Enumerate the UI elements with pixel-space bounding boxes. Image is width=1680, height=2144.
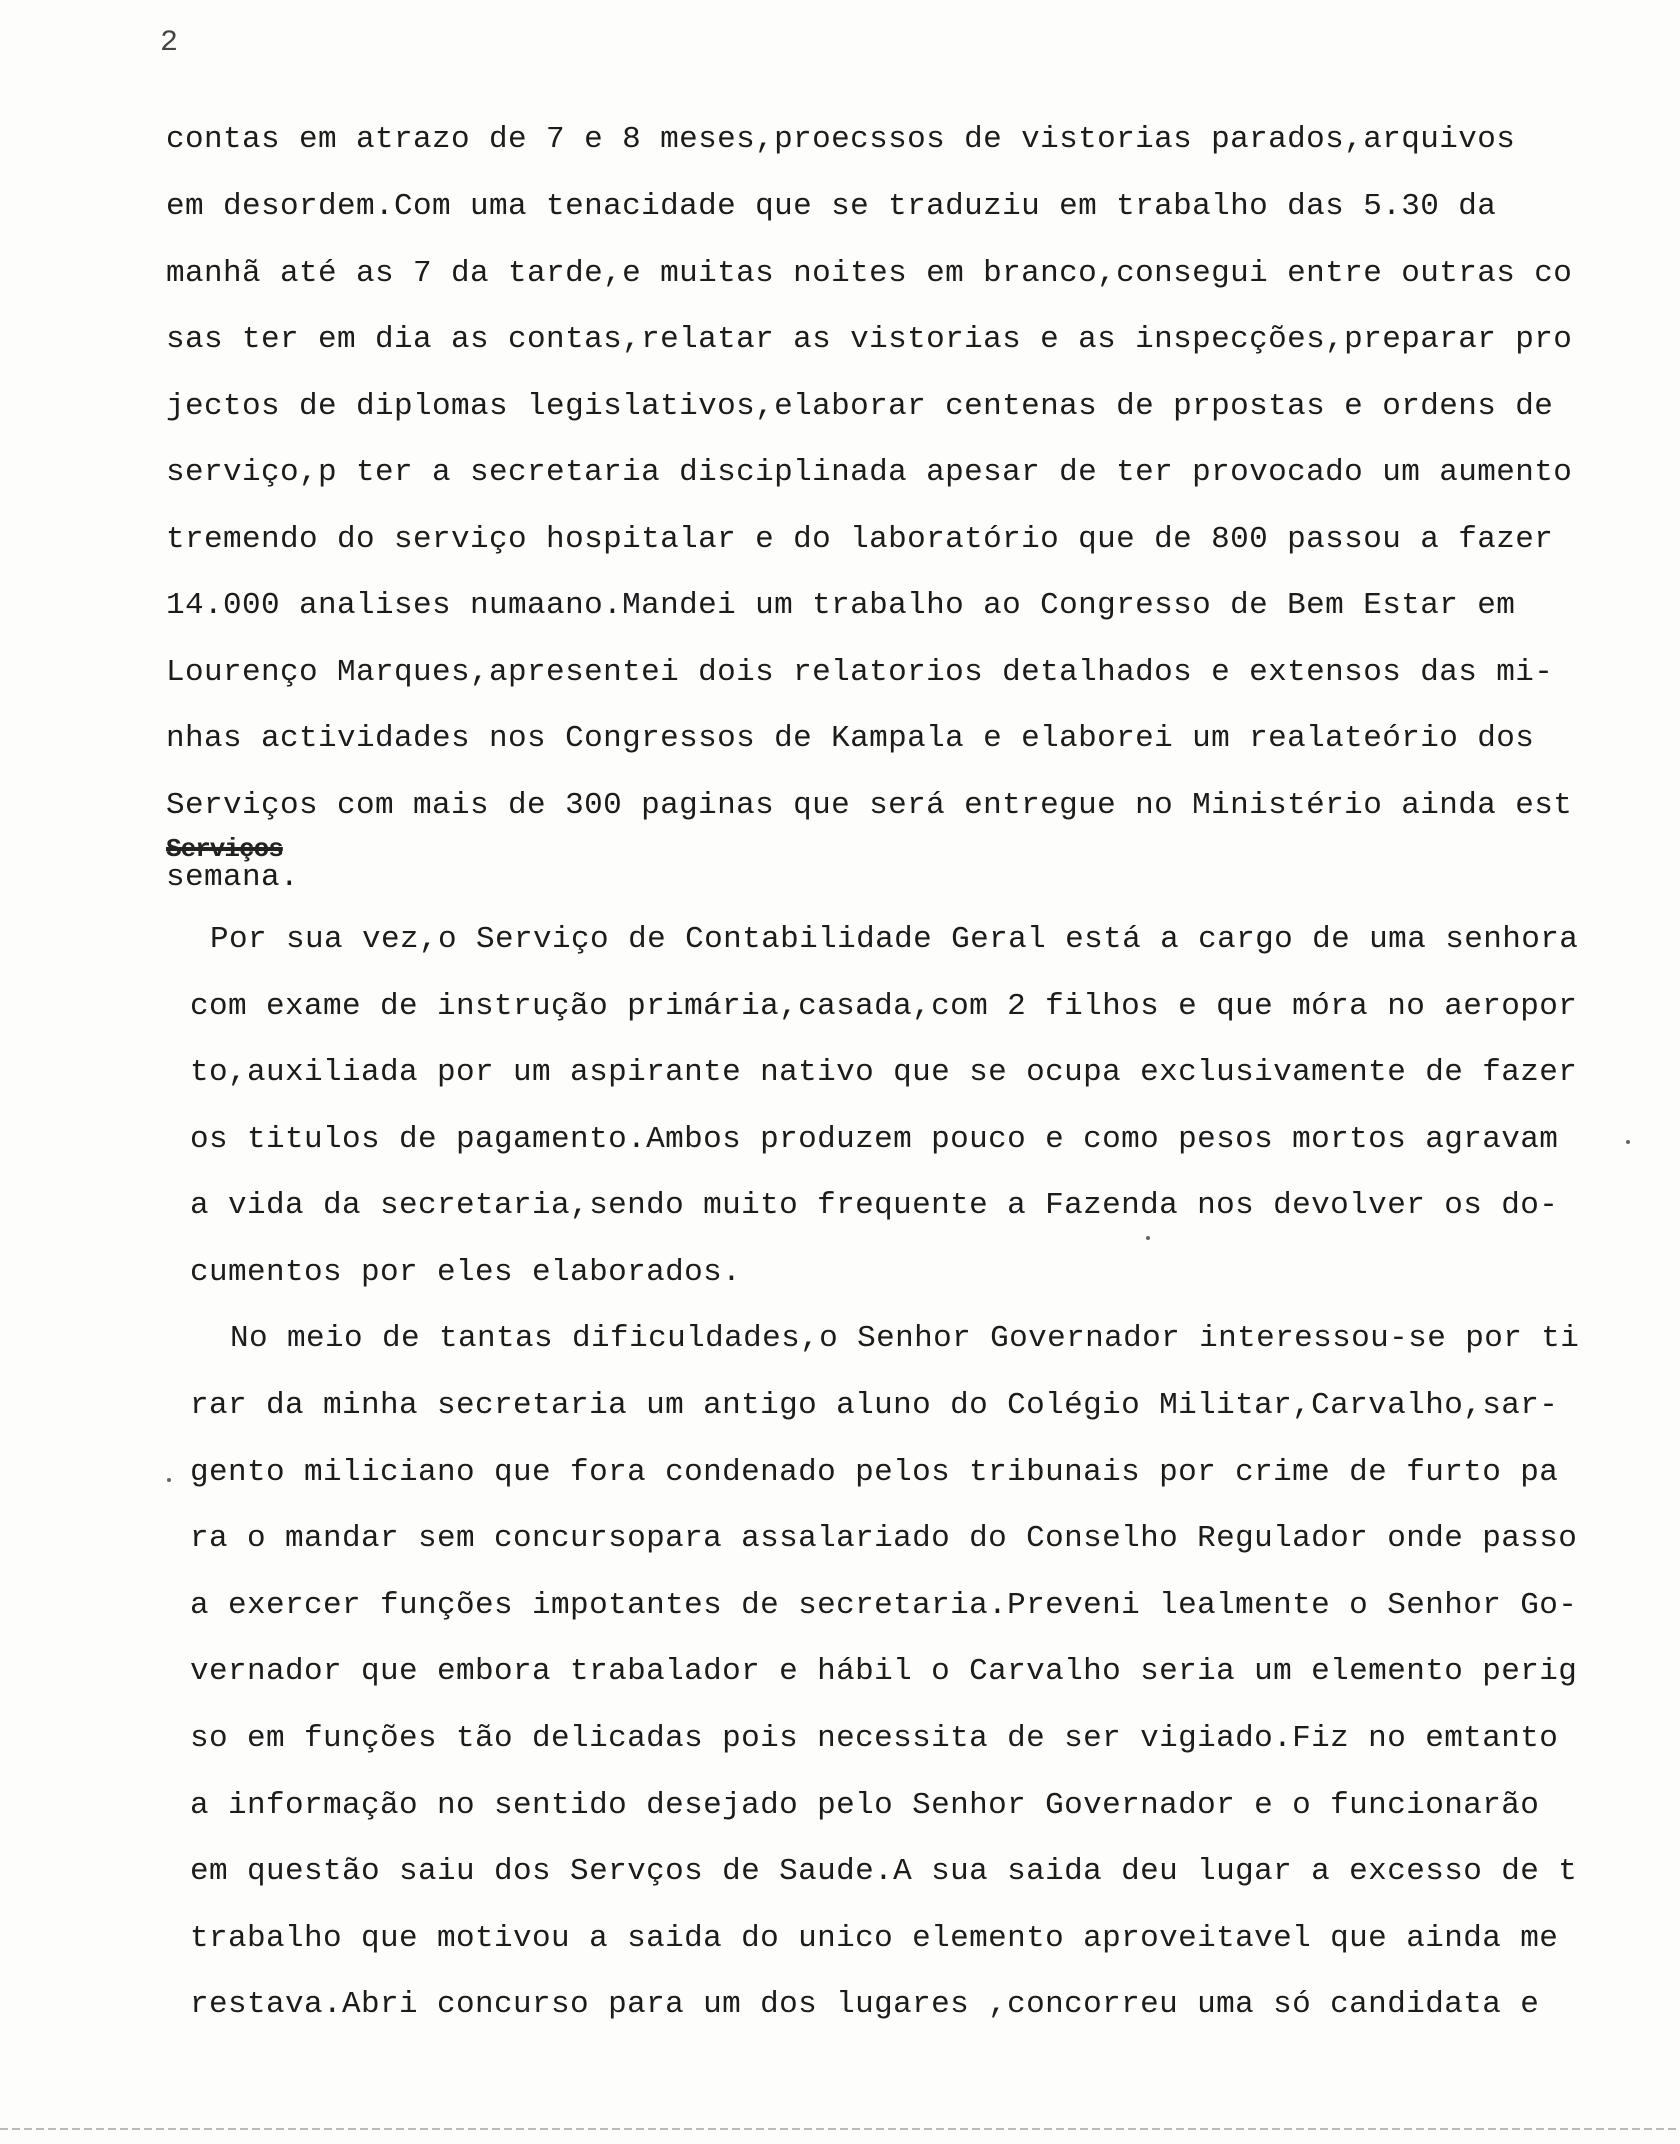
text-line: contas em atrazo de 7 e 8 meses,proecssos de vistorias parados,arquivos (166, 122, 1516, 157)
text-line: sas ter em dia as contas,relatar as vistorias e as inspecções,preparar pro (166, 322, 1573, 357)
margin-mark (1626, 1140, 1630, 1144)
text-line: ra o mandar sem concursopara assalariado do Conselho Regulador onde passo (190, 1521, 1578, 1556)
text-line: manhã até as 7 da tarde,e muitas noites em branco,consegui entre outras co (166, 256, 1573, 291)
text-line: gento miliciano que fora condenado pelos tribunais por crime de furto pa (190, 1455, 1559, 1490)
text-line: semana. (166, 860, 300, 895)
text-line: cumentos por eles elaborados. (190, 1255, 742, 1290)
text-line: 14.000 analises numaano.Mandei um trabalho ao Congresso de Bem Estar em (166, 588, 1516, 623)
text-line: so em funções tão delicadas pois necessita de ser vigiado.Fiz no emtanto (190, 1721, 1559, 1756)
text-line: vernador que embora trabalador e hábil o Carvalho seria um elemento perig (190, 1654, 1578, 1689)
text-line: Por sua vez,o Serviço de Contabilidade Geral está a cargo de uma senhora (210, 922, 1579, 957)
text-line: trabalho que motivou a saida do unico elemento aproveitavel que ainda me (190, 1921, 1559, 1956)
text-line: em questão saiu dos Servços de Saude.A sua saida deu lugar a excesso de t (190, 1854, 1578, 1889)
text-line: restava.Abri concurso para um dos lugares ,concorreu uma só candidata e (190, 1987, 1540, 2022)
text-line: No meio de tantas dificuldades,o Senhor Governador interessou-se por ti (230, 1321, 1580, 1356)
text-line: com exame de instrução primária,casada,com 2 filhos e que móra no aeropor (190, 989, 1578, 1024)
text-line: Serviços com mais de 300 paginas que será entregue no Ministério ainda est (166, 788, 1573, 823)
struck-out-word: Serviços (166, 834, 283, 864)
margin-mark (167, 1478, 171, 1482)
text-line: a vida da secretaria,sendo muito frequente a Fazenda nos devolver os do- (190, 1188, 1559, 1223)
page-bottom-edge (0, 2128, 1680, 2130)
text-line: jectos de diplomas legislativos,elaborar centenas de prpostas e ordens de (166, 389, 1554, 424)
text-line: em desordem.Com uma tenacidade que se traduziu em trabalho das 5.30 da (166, 189, 1497, 224)
margin-mark (1146, 1236, 1150, 1240)
text-line: nhas actividades nos Congressos de Kampala e elaborei um realateório dos (166, 721, 1535, 756)
text-line: Lourenço Marques,apresentei dois relatorios detalhados e extensos das mi- (166, 655, 1554, 690)
text-line: rar da minha secretaria um antigo aluno do Colégio Militar,Carvalho,sar- (190, 1388, 1559, 1423)
text-line: serviço,p ter a secretaria disciplinada apesar de ter provocado um aumento (166, 455, 1573, 490)
text-line: a informação no sentido desejado pelo Senhor Governador e o funcionarão (190, 1788, 1540, 1823)
page-number: 2 (160, 26, 179, 60)
text-line: os titulos de pagamento.Ambos produzem pouco e como pesos mortos agravam (190, 1122, 1559, 1157)
text-line: a exercer funções impotantes de secretaria.Preveni lealmente o Senhor Go- (190, 1588, 1578, 1623)
text-line: to,auxiliada por um aspirante nativo que se ocupa exclusivamente de fazer (190, 1055, 1578, 1090)
text-line: tremendo do serviço hospitalar e do laboratório que de 800 passou a fazer (166, 522, 1554, 557)
